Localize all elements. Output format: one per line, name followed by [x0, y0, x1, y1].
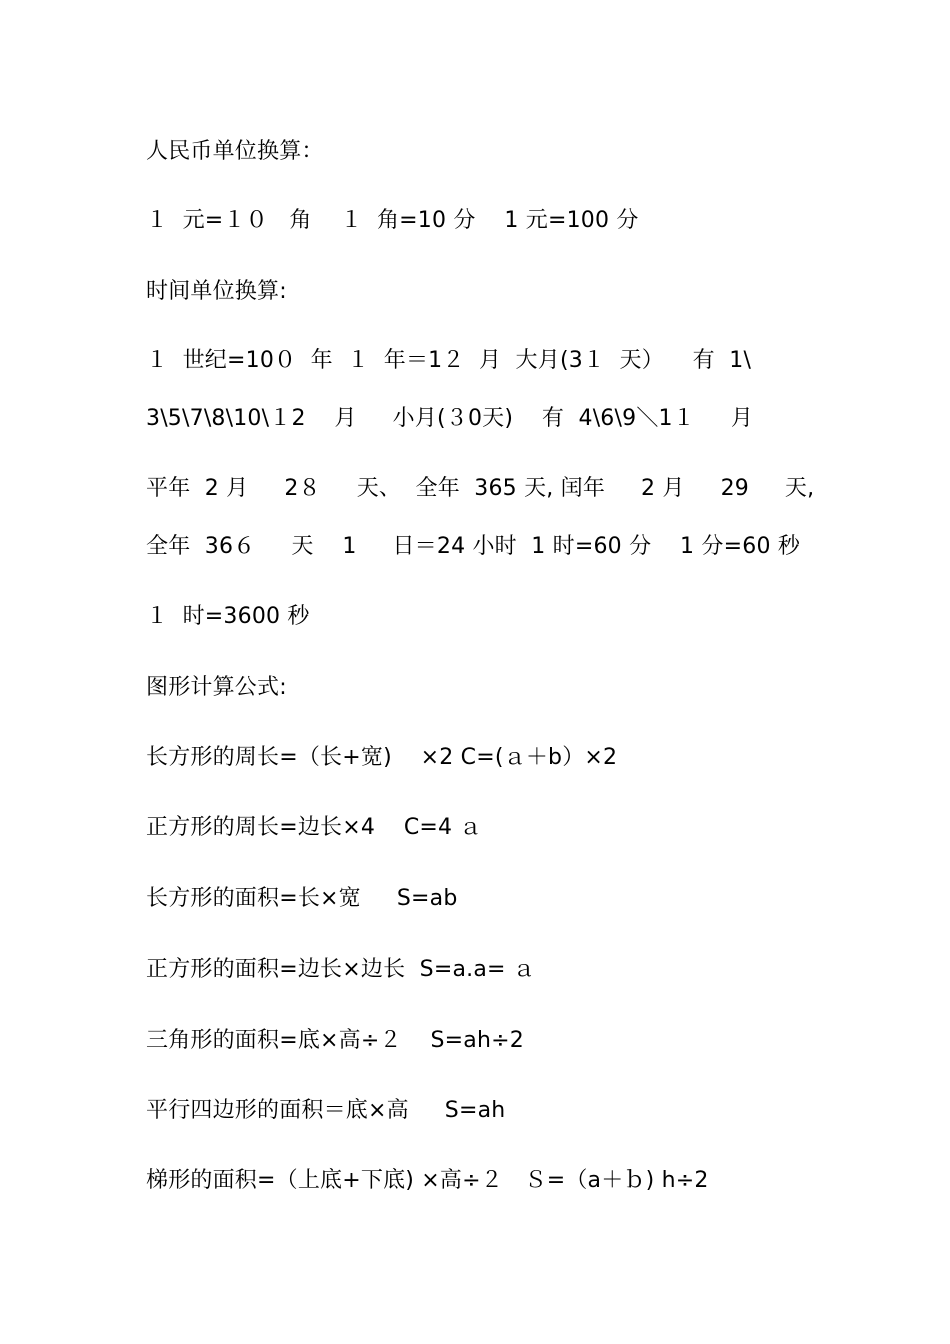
heading-shape-formulas: 图形计算公式: [146, 675, 287, 700]
time-conversion-line-3: 平年 2 月 2８ 天、 全年 365 天, 闰年 2 月 29 天, [146, 476, 815, 501]
formula-triangle-area: 三角形的面积=底×高÷２ S=ah÷2 [146, 1028, 524, 1053]
time-conversion-line-1: １ 世纪=10０ 年 １ 年＝1２ 月 大月(3１ 天） 有 1\ [146, 348, 752, 373]
formula-rectangle-area: 长方形的面积=长×宽 S=ab [146, 886, 458, 911]
formula-square-area: 正方形的面积=边长×边长 S=a.a= ａ [146, 957, 536, 982]
formula-parallelogram-area: 平行四边形的面积＝底×高 S=ah [146, 1098, 506, 1123]
time-conversion-line-5: １ 时=3600 秒 [146, 604, 310, 629]
formula-rectangle-perimeter: 长方形的周长=（长+宽) ×2 C=(ａ＋b）×2 [146, 745, 618, 770]
currency-conversion-line: １ 元=１０ 角 １ 角=10 分 1 元=100 分 [146, 208, 639, 233]
formula-trapezoid-area: 梯形的面积=（上底+下底) ×高÷２ Ｓ=（a＋ｂ) h÷2 [146, 1168, 709, 1193]
formula-square-perimeter: 正方形的周长=边长×4 C=4 ａ [146, 815, 482, 840]
time-conversion-line-4: 全年 36６ 天 1 日＝24 小时 1 时=60 分 1 分=60 秒 [146, 534, 801, 559]
heading-time-conversion: 时间单位换算: [146, 279, 287, 304]
time-conversion-line-2: 3\5\7\8\10\１2 月 小月(３0天) 有 4\6\9＼1１ 月 [146, 406, 754, 431]
heading-currency-conversion: 人民币单位换算： [146, 139, 324, 164]
